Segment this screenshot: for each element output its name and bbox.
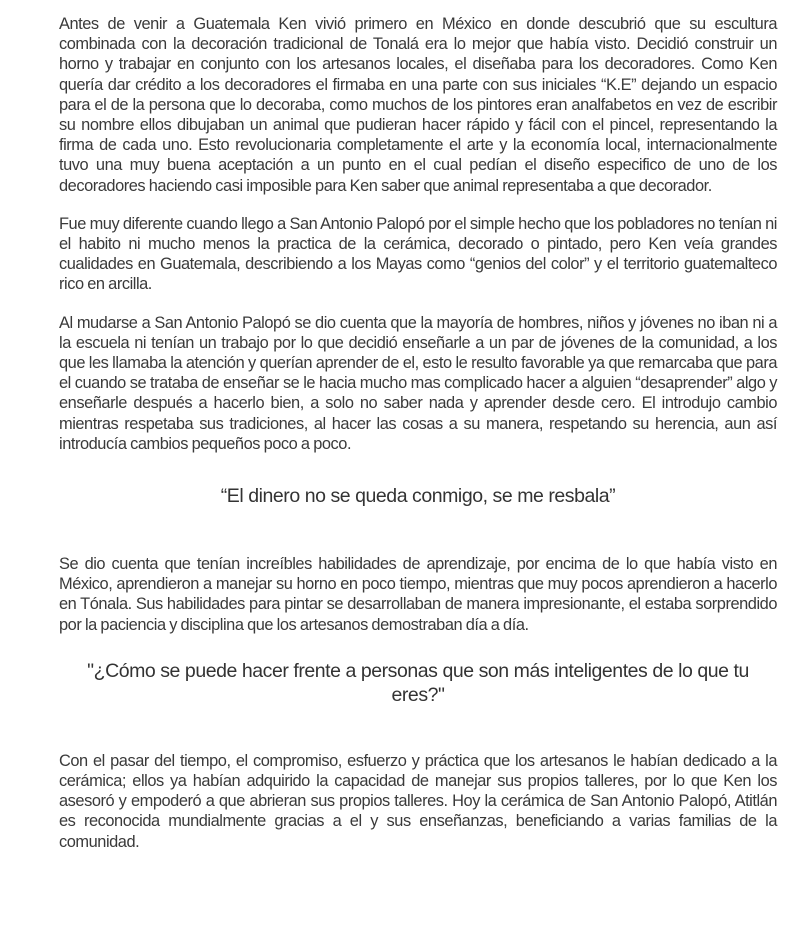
paragraph-mexico: Antes de venir a Guatemala Ken vivió primero en México en donde descubrió que su escultura combinada con la decoración tradicional de Tonalá era lo mejor que había visto. Decidió construir un horno y trabajar en conjunto con los artesanos locales, el diseñaba para los decoradores. Como Ken quería dar crédito a los decoradores el firmaba en una parte con sus iniciales “K.E” dejando un espacio para el de la persona que lo decoraba, como muchos de los pintores eran analfabetos en vez de escribir su nombre ellos dibujaban un animal que pudieran hacer rápido y fácil con el pincel, representando la firma de cada uno. Esto revolucionaria completamente el arte y la economía local, internacionalmente tuvo una muy buena aceptación a un punto en el cual pedían el diseño especifico de uno de los decoradores haciendo casi imposible para Ken saber que animal representaba a que decorador.	[59, 15, 777, 195]
paragraph-teaching-youth: Al mudarse a San Antonio Palopó se dio cuenta que la mayoría de hombres, niños y jóvenes no iban ni a la escuela ni tenían un trabajo por lo que decidió enseñarle a un par de jóvenes de la comunidad, a los que les llamaba la atención y querían aprender de el, esto le resulto favorable ya que remarcaba que para el cuando se trataba de enseñar se le hacia mucho mas complicado hacer a alguien “desaprender” algo y enseñarle después a hacerlo bien, a solo no saber nada y aprender desde cero. El introdujo cambio mientras respetaba sus tradiciones, al hacer las cosas a su manera, respetando su herencia, aun así introducía cambios pequeños poco a poco.	[59, 313, 777, 453]
pull-quote-money: “El dinero no se queda conmigo, se me resbala”	[220, 485, 616, 508]
article-body	[59, 0, 777, 852]
paragraph-learning-skills: Se dio cuenta que tenían increíbles habilidades de aprendizaje, por encima de lo que había visto en México, aprendieron a manejar su horno en poco tiempo, mientras que muy pocos aprendieron a hacerlo en Tónala. Sus habilidades para pintar se desarrollaban de manera impresionante, el estaba sorprendido por la paciencia y disciplina que los artesanos demostraban día a día.	[59, 555, 777, 634]
paragraph-san-antonio-arrival: Fue muy diferente cuando llego a San Antonio Palopó por el simple hecho que los pobladores no tenían ni el habito ni mucho menos la practica de la cerámica, decorado o pintado, pero Ken veía grandes cualidades en Guatemala, describiendo a los Mayas como “genios del color” y el territorio guatemalteco rico en arcilla.	[59, 214, 777, 294]
paragraph-legacy: Con el pasar del tiempo, el compromiso, esfuerzo y práctica que los artesanos le habían dedicado a la cerámica; ellos ya habían adquirido la capacidad de manejar sus propios talleres, por lo que Ken los asesoró y empoderó a que abrieran sus propios talleres. Hoy la cerámica de San Antonio Palopó, Atitlán es reconocida mundialmente gracias a el y sus enseñanzas, beneficiando a varias familias de la comunidad.	[59, 751, 777, 851]
pull-quote-intelligence: "¿Cómo se puede hacer frente a personas que son más inteligentes de lo que tu eres?"	[87, 659, 749, 706]
